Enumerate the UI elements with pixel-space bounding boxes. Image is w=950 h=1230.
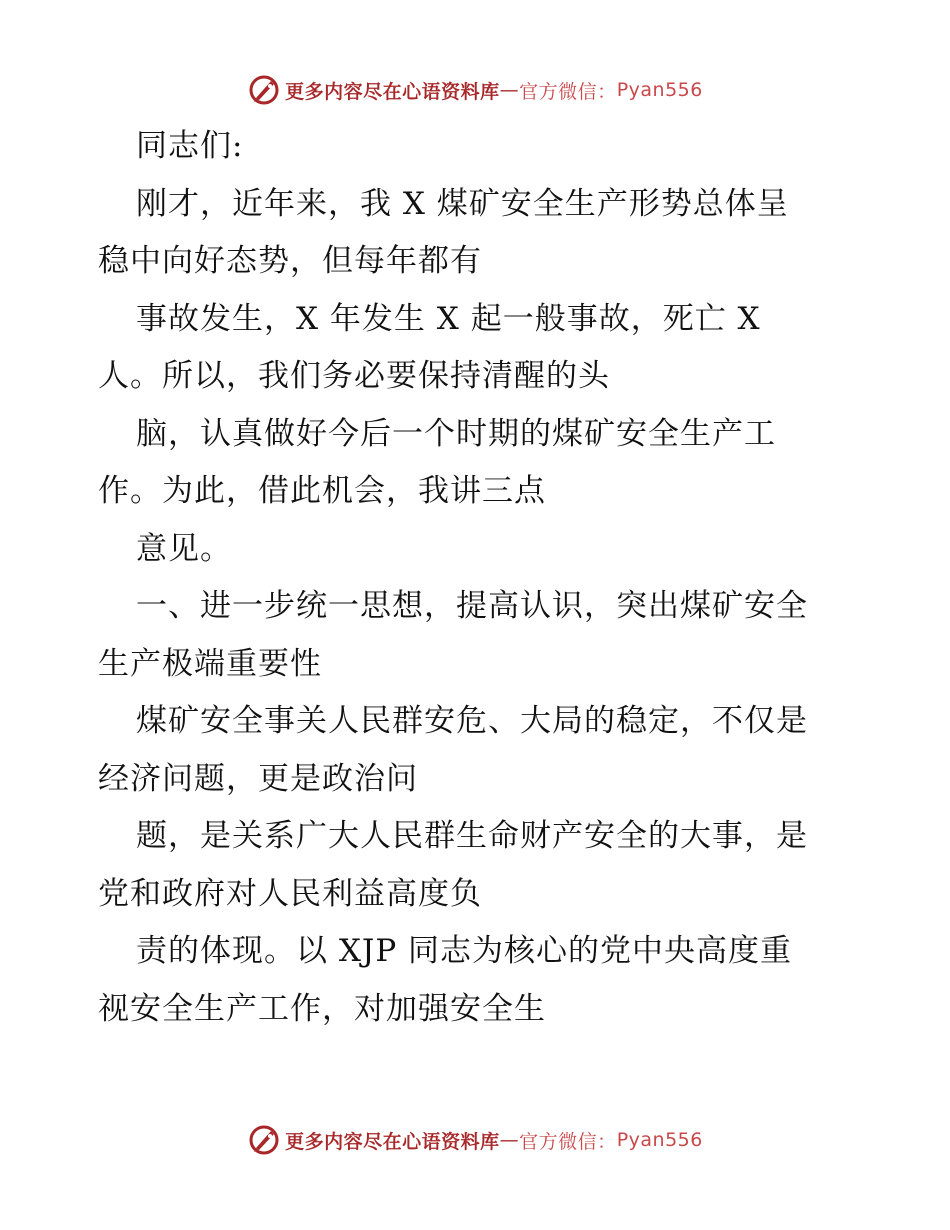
- body-line: 煤矿安全事关人民群安危、大局的稳定，不仅是: [136, 703, 808, 739]
- pen-nib-logo-icon: [247, 73, 281, 107]
- body-line: 人。所以，我们务必要保持清醒的头: [98, 358, 610, 394]
- banner-separator: —: [499, 1129, 520, 1151]
- footer-banner: [0, 1120, 950, 1160]
- header-banner: [0, 70, 950, 110]
- body-line: 稳中向好态势，但每年都有: [98, 243, 482, 279]
- banner-wechat-label: 官方微信：: [519, 80, 617, 103]
- banner-separator: —: [499, 79, 520, 101]
- banner-slogan: 更多内容尽在心语资料库: [285, 1130, 500, 1153]
- document-body: [98, 118, 858, 1038]
- banner-slogan: 更多内容尽在心语资料库: [285, 80, 500, 103]
- body-line: 责的体现。以 XJP 同志为核心的党中央高度重: [136, 933, 793, 969]
- body-line: 党和政府对人民利益高度负: [98, 875, 482, 912]
- body-line: 视安全生产工作，对加强安全生: [98, 990, 546, 1027]
- section-heading-line: 一、进一步统一思想，提高认识，突出煤矿安全: [136, 588, 808, 624]
- body-line: 作。为此，借此机会，我讲三点: [98, 473, 546, 509]
- body-line: 同志们:: [136, 128, 244, 164]
- banner-wechat-id: Pyan556: [616, 1129, 703, 1151]
- body-line: 意见。: [136, 530, 232, 567]
- banner-wechat-label: 官方微信：: [519, 1130, 617, 1153]
- body-line: 刚才，近年来，我 X 煤矿安全生产形势总体呈: [136, 185, 789, 222]
- section-heading-line: 生产极端重要性: [98, 645, 322, 682]
- body-line: 脑，认真做好今后一个时期的煤矿安全生产工: [136, 415, 776, 452]
- body-line: 经济问题，更是政治问: [98, 760, 418, 797]
- body-line: 事故发生，X 年发生 X 起一般事故，死亡 X: [136, 300, 761, 337]
- banner-wechat-id: Pyan556: [616, 79, 703, 101]
- pen-nib-logo-icon: [247, 1123, 281, 1157]
- body-line: 题，是关系广大人民群生命财产安全的大事，是: [136, 818, 808, 854]
